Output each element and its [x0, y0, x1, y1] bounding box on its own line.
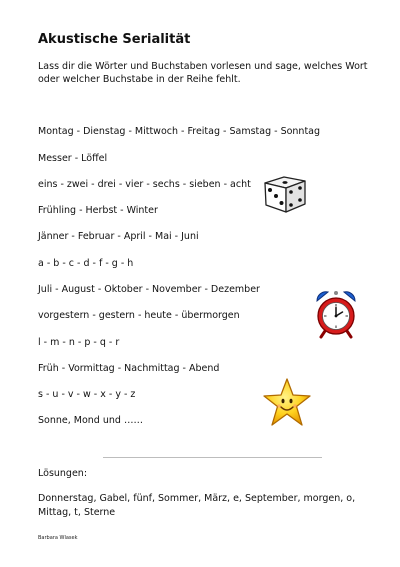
solutions-heading: Lösungen: [38, 468, 88, 479]
series-item-1: Montag - Dienstag - Mittwoch - Freitag - Samstag - Sonntag [38, 126, 321, 137]
series-item-3: eins - zwei - drei - vier - sechs - sieben - acht [38, 179, 251, 190]
series-item-7: Juli - August - Oktober - November - Dezember [38, 284, 260, 295]
series-item-4: Frühling - Herbst - Winter [38, 205, 158, 216]
series-item-11: s - u - v - w - x - y - z [38, 389, 136, 400]
divider-line [103, 457, 322, 458]
solutions-text: Donnerstag, Gabel, fünf, Sommer, März, e, September, morgen, o, Mittag, t, Sterne [38, 493, 356, 518]
series-item-2: Messer - Löffel [38, 153, 108, 164]
series-item-12: Sonne, Mond und …… [38, 415, 143, 426]
star-icon [262, 377, 312, 429]
series-item-10: Früh - Vormittag - Nachmittag - Abend [38, 363, 220, 374]
series-item-9: l - m - n - p - q - r [38, 337, 120, 348]
dice-icon [262, 167, 308, 215]
alarm-clock-icon [313, 287, 359, 339]
author-credit: Barbara Wlasek [38, 535, 78, 541]
series-item-6: a - b - c - d - f - g - h [38, 258, 134, 269]
instructions: Lass dir die Wörter und Buchstaben vorlesen und sage, welches Wort oder welcher Buchstabe in der Reihe fehlt. [38, 61, 368, 85]
worksheet-title: Akustische Serialität [38, 32, 191, 47]
series-item-5: Jänner - Februar - April - Mai - Juni [38, 231, 199, 242]
series-item-8: vorgestern - gestern - heute - übermorgen [38, 310, 240, 321]
